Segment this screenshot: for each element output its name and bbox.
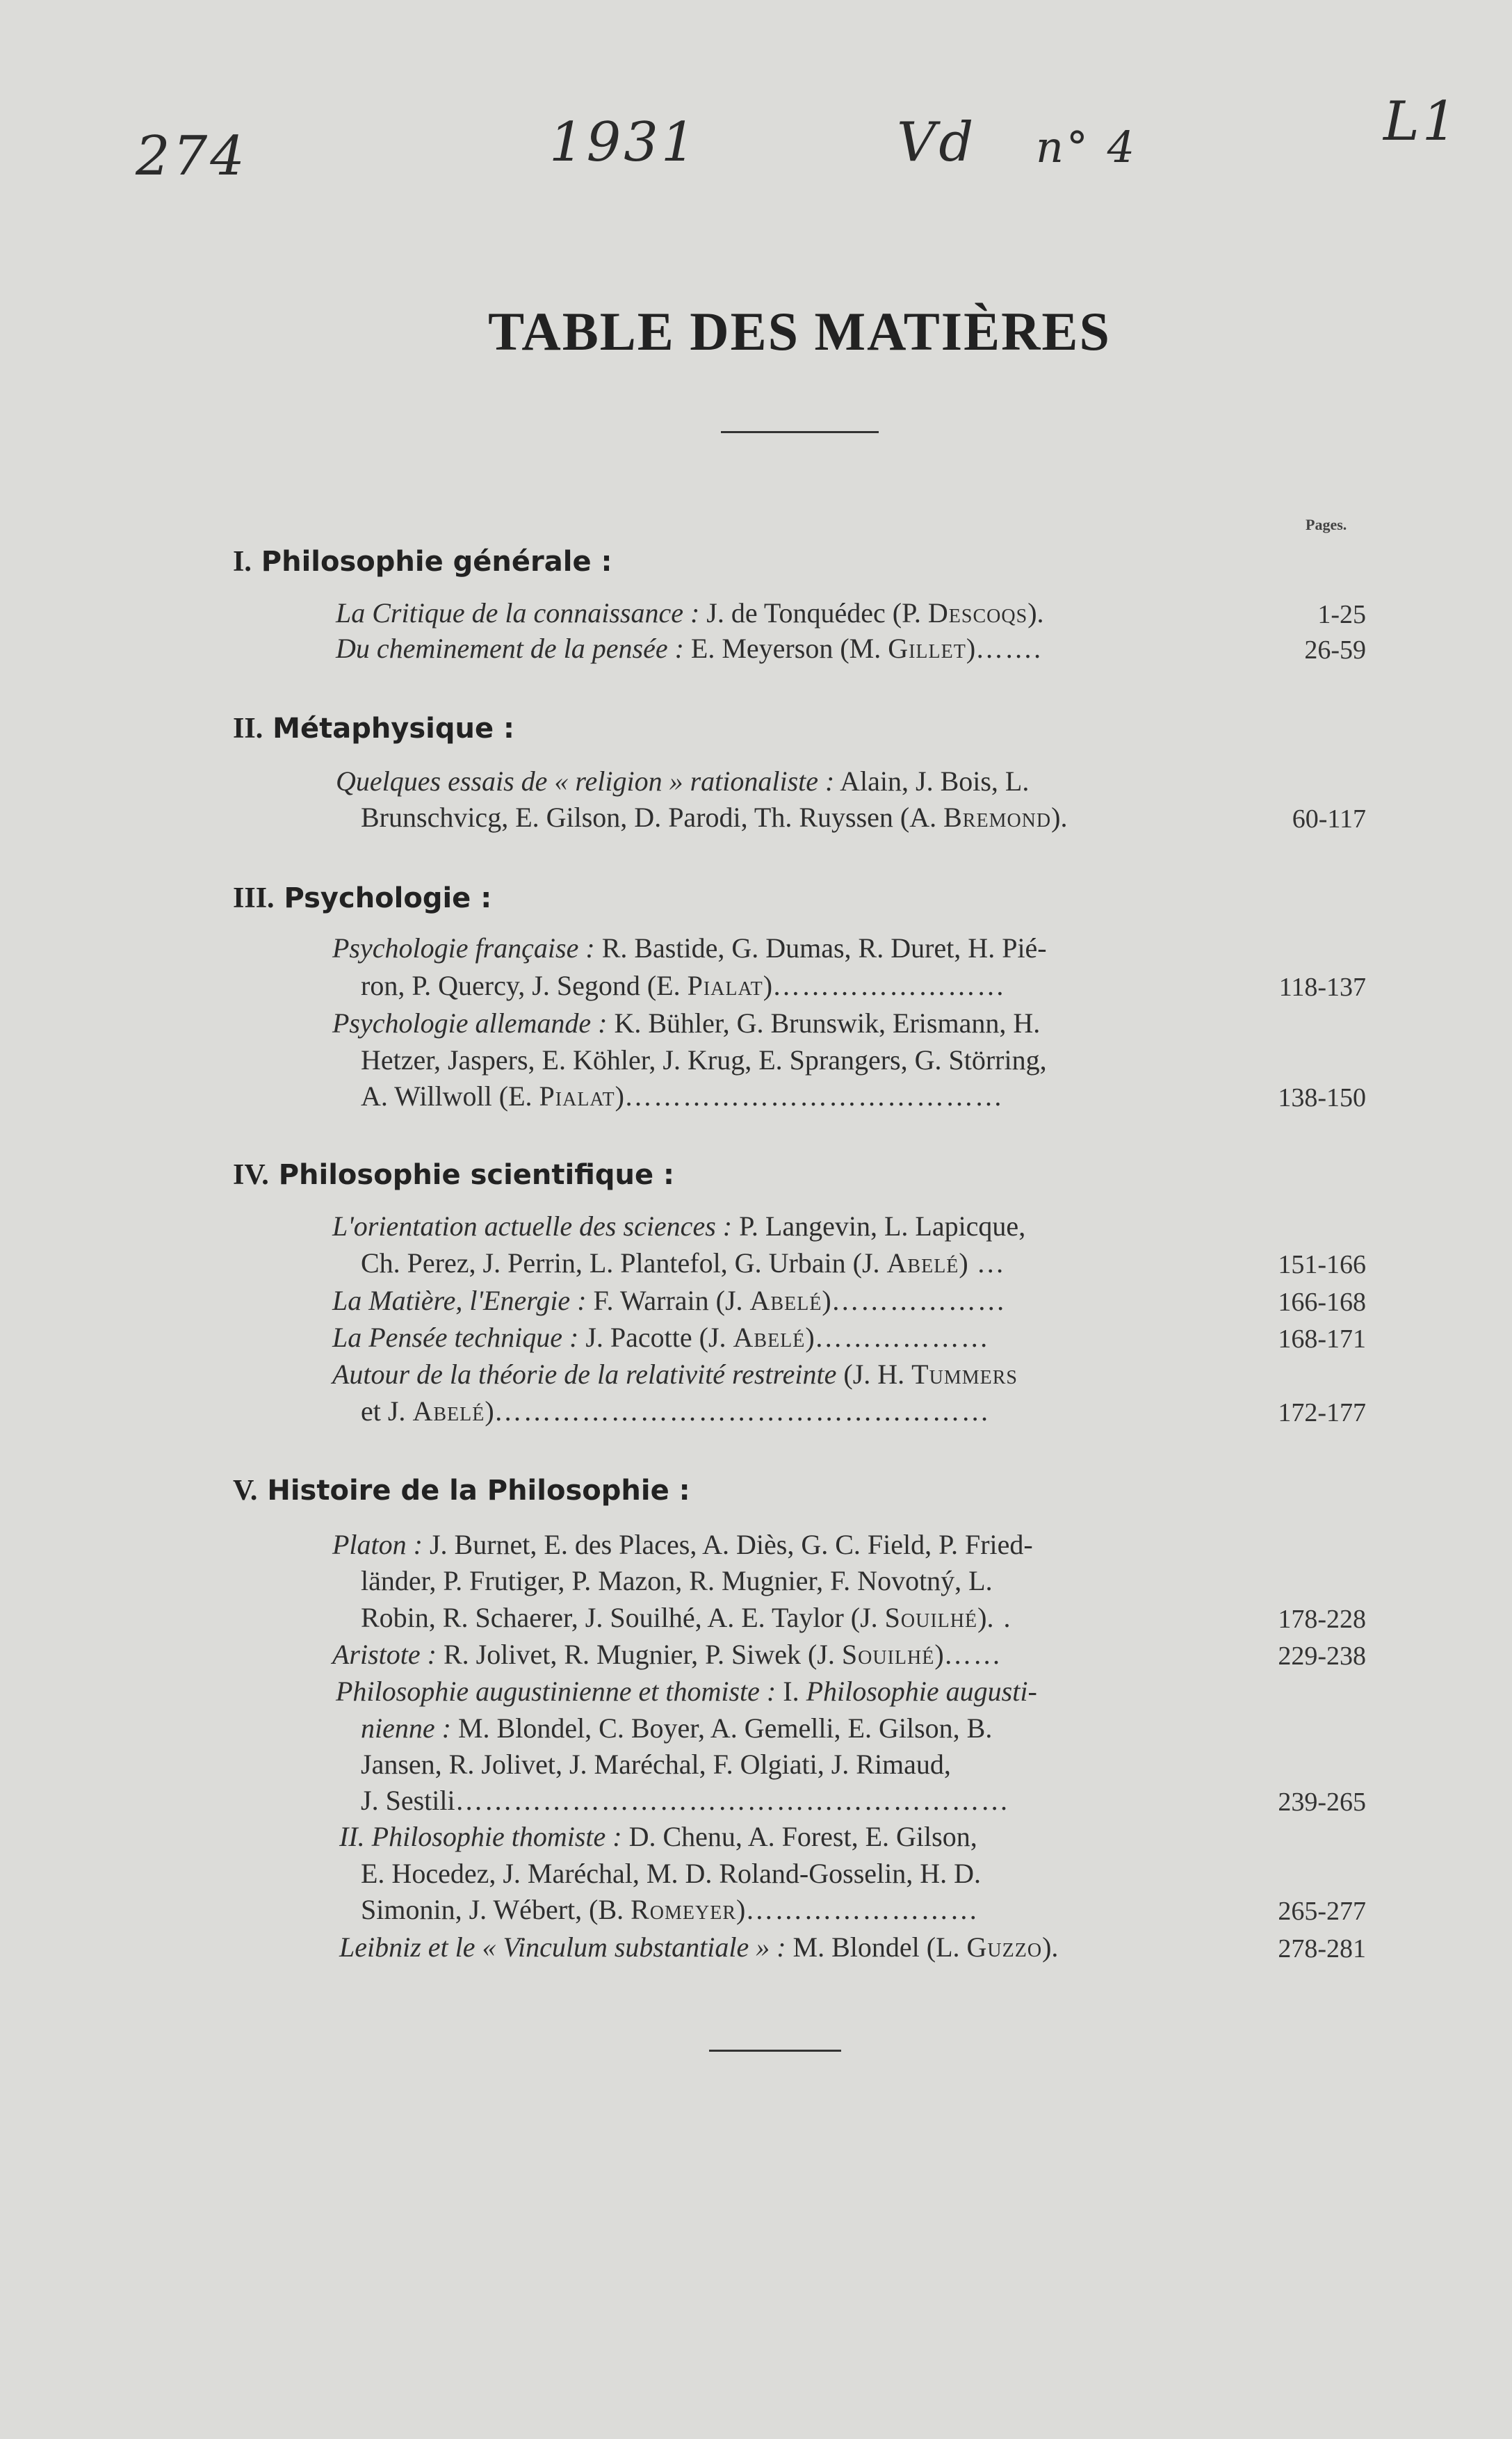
toc-entry-continued xyxy=(361,1896,979,1924)
handwritten-volume: Vd xyxy=(897,111,977,174)
toc-entry-continued xyxy=(361,1712,993,1744)
toc-entry xyxy=(339,1931,1059,1963)
page-range: 118-137 xyxy=(1278,973,1366,1002)
entry-authors: länder, P. Frutiger, P. Mazon, R. Mugnier, F. Novotný, L. xyxy=(361,1565,993,1596)
entry-reviewer: Tummers xyxy=(911,1359,1018,1390)
entry-title: Quelques essais de « religion » rationaliste : xyxy=(336,765,835,797)
section-number: I. xyxy=(233,546,252,578)
entry-authors: E. Meyerson (M. xyxy=(683,633,888,664)
toc-entry-continued xyxy=(361,804,1067,832)
entry-title: Autour de la théorie de la relativité restreinte xyxy=(332,1359,837,1390)
entry-authors: R. Bastide, G. Dumas, R. Duret, H. Pié- xyxy=(594,932,1047,964)
leader-dots: ……………… xyxy=(814,1322,990,1353)
entry-authors: R. Jolivet, R. Mugnier, P. Siwek (J. xyxy=(436,1639,842,1670)
entry-close: ) xyxy=(805,1322,815,1353)
page-range: 265-277 xyxy=(1278,1897,1366,1926)
toc-entry xyxy=(336,635,1042,663)
page-range: 151-166 xyxy=(1278,1250,1366,1279)
entry-title: Psychologie française : xyxy=(332,932,595,964)
page-range: 229-238 xyxy=(1278,1642,1366,1671)
toc-entry xyxy=(336,1678,1037,1705)
entry-title: Psychologie allemande : xyxy=(332,1007,608,1039)
section-number: III. xyxy=(233,882,275,914)
entry-title: II. Philosophie thomiste : xyxy=(339,1821,622,1852)
entry-title: Leibniz et le « Vinculum substantiale » : xyxy=(339,1931,786,1963)
entry-reviewer: Bremond xyxy=(943,802,1052,833)
entry-authors: E. Hocedez, J. Maréchal, M. D. Roland-Gosselin, H. D. xyxy=(361,1858,982,1889)
entry-subtitle: Philosophie augusti- xyxy=(806,1676,1037,1707)
entry-authors: K. Bühler, G. Brunswik, Erismann, H. xyxy=(607,1007,1041,1039)
entry-authors: Hetzer, Jaspers, E. Köhler, J. Krug, E. Sprangers, G. Störring, xyxy=(361,1044,1047,1076)
page-range: 138-150 xyxy=(1278,1083,1366,1112)
leader-dots: ……. xyxy=(975,633,1043,664)
page-range: 178-228 xyxy=(1278,1605,1366,1634)
entry-authors: et J. xyxy=(361,1395,413,1427)
toc-entry xyxy=(336,765,1030,797)
toc-entry-continued xyxy=(361,1751,951,1778)
entry-authors: Brunschvicg, E. Gilson, D. Parodi, Th. Ruyssen (A. xyxy=(361,802,944,833)
pages-column-header: Pages. xyxy=(1306,516,1347,533)
handwritten-mark: L1 xyxy=(1383,90,1460,153)
toc-entry xyxy=(332,934,1047,962)
toc-entry-continued xyxy=(361,1567,993,1595)
section-number: V. xyxy=(233,1475,258,1507)
section-heading xyxy=(233,1474,690,1507)
entry-close: ) xyxy=(822,1285,831,1316)
leader-dots: … xyxy=(968,1247,1006,1279)
entry-reviewer: Romeyer xyxy=(631,1894,737,1925)
entry-authors: M. Blondel, C. Boyer, A. Gemelli, E. Gilson, B. xyxy=(450,1712,993,1744)
section-title: Psychologie : xyxy=(284,882,492,914)
entry-reviewer: Descoqs xyxy=(927,597,1028,629)
entry-authors: Ch. Perez, J. Perrin, L. Plantefol, G. Urbain (J. xyxy=(361,1247,887,1279)
handwritten-number: 274 xyxy=(136,125,247,188)
entry-reviewer: Gillet xyxy=(888,633,966,664)
section-title: Histoire de la Philosophie : xyxy=(267,1475,690,1507)
toc-entry-continued xyxy=(361,972,1006,1000)
entry-authors: A. Willwoll (E. xyxy=(361,1080,539,1112)
leader-dots: ……………… xyxy=(831,1285,1007,1316)
page-range: 166-168 xyxy=(1278,1288,1366,1317)
section-title: Philosophie générale : xyxy=(261,546,612,578)
leader-dots: ………………………………………………… xyxy=(455,1785,1010,1816)
entry-title: L'orientation actuelle des sciences : xyxy=(332,1210,733,1242)
leader-dots: …………………… xyxy=(745,1894,979,1925)
entry-close: ). xyxy=(1051,802,1068,833)
toc-entry-continued xyxy=(361,1080,1004,1112)
entry-close: ) xyxy=(934,1639,944,1670)
entry-title: Philosophie augustinienne et thomiste : xyxy=(336,1676,777,1707)
page-range: 278-281 xyxy=(1278,1934,1366,1963)
entry-reviewer: Abelé xyxy=(733,1322,806,1353)
section-heading xyxy=(233,882,491,915)
toc-entry-continued xyxy=(361,1860,981,1888)
section-number: IV. xyxy=(233,1159,269,1191)
entry-close: ) xyxy=(977,1602,987,1633)
entry-title: La Critique de la connaissance : xyxy=(336,597,700,629)
entry-authors: P. Langevin, L. Lapicque, xyxy=(732,1210,1026,1242)
entry-title: Aristote : xyxy=(332,1639,437,1670)
page-title: TABLE DES MATIÈRES xyxy=(488,301,1111,362)
entry-close: ) xyxy=(615,1080,624,1112)
toc-entry xyxy=(332,1210,1026,1242)
entry-close: ). xyxy=(1042,1931,1059,1963)
section-title: Métaphysique : xyxy=(273,713,515,745)
entry-authors: J. de Tonquédec (P. xyxy=(699,597,928,629)
entry-authors: J. Burnet, E. des Places, A. Diès, G. C. Field, P. Fried- xyxy=(422,1529,1033,1560)
entry-authors: M. Blondel (L. xyxy=(786,1931,967,1963)
page-range: 1-25 xyxy=(1317,600,1366,629)
entry-title: La Pensée technique : xyxy=(332,1322,579,1353)
entry-title: Platon : xyxy=(332,1529,423,1560)
page-range: 168-171 xyxy=(1278,1324,1366,1354)
entry-reviewer: Abelé xyxy=(886,1247,959,1279)
entry-close: ) xyxy=(763,970,773,1001)
entry-authors: Alain, J. Bois, L. xyxy=(834,765,1030,797)
toc-entry xyxy=(339,1823,977,1851)
toc-entry-continued xyxy=(361,1604,1011,1632)
section-title: Philosophie scientifique : xyxy=(278,1159,675,1191)
handwritten-year: 1931 xyxy=(549,111,699,174)
handwritten-issue: n° 4 xyxy=(1036,122,1138,172)
entry-authors: J. Pacotte (J. xyxy=(578,1322,733,1353)
entry-reviewer: Pialat xyxy=(687,970,763,1001)
leader-dots: ………………………………… xyxy=(624,1080,1004,1112)
entry-reviewer: Guzzo xyxy=(966,1931,1043,1963)
entry-close: ) xyxy=(959,1247,968,1279)
entry-close: ). xyxy=(1027,597,1044,629)
page-range: 26-59 xyxy=(1304,635,1366,665)
section-heading xyxy=(233,1158,674,1192)
entry-subtitle: nienne : xyxy=(361,1712,451,1744)
toc-entry-continued xyxy=(361,1397,991,1425)
entry-title: La Matière, l'Energie : xyxy=(332,1285,587,1316)
page-range: 60-117 xyxy=(1292,804,1366,834)
leader-dots: …………………………………………… xyxy=(494,1395,991,1427)
toc-entry xyxy=(332,1641,1002,1669)
toc-entry-continued xyxy=(361,1046,1047,1074)
entry-reviewer: Abelé xyxy=(749,1285,822,1316)
entry-reviewer: Souilhé xyxy=(841,1639,935,1670)
entry-reviewer: Souilhé xyxy=(884,1602,978,1633)
section-heading xyxy=(233,545,612,578)
closing-divider xyxy=(709,2050,841,2052)
entry-title: Du cheminement de la pensée : xyxy=(336,633,684,664)
leader-dots: …… xyxy=(943,1639,1002,1670)
entry-authors: J. Sestili xyxy=(361,1785,455,1816)
entry-reviewer: Pialat xyxy=(539,1080,615,1112)
title-divider xyxy=(721,431,879,433)
toc-entry-continued xyxy=(361,1249,1006,1277)
page-range: 172-177 xyxy=(1278,1398,1366,1427)
toc-entry xyxy=(336,599,1044,627)
entry-authors: (J. H. xyxy=(836,1359,912,1390)
entry-authors: F. Warrain (J. xyxy=(586,1285,750,1316)
toc-entry xyxy=(332,1007,1041,1039)
entry-authors: D. Chenu, A. Forest, E. Gilson, xyxy=(621,1821,977,1852)
toc-entry xyxy=(332,1531,1033,1559)
entry-authors: I. xyxy=(776,1676,806,1707)
leader-dots: . . xyxy=(986,1602,1012,1633)
entry-close: ) xyxy=(966,633,976,664)
toc-entry xyxy=(332,1324,990,1352)
entry-reviewer: Abelé xyxy=(412,1395,485,1427)
entry-authors: Simonin, J. Wébert, (B. xyxy=(361,1894,631,1925)
toc-entry xyxy=(332,1287,1007,1315)
entry-close: ) xyxy=(485,1395,494,1427)
toc-entry xyxy=(332,1361,1018,1388)
section-heading xyxy=(233,712,514,745)
entry-authors: Robin, R. Schaerer, J. Souilhé, A. E. Taylor (J. xyxy=(361,1602,885,1633)
entry-authors: Jansen, R. Jolivet, J. Maréchal, F. Olgiati, J. Rimaud, xyxy=(361,1749,951,1780)
leader-dots: …………………… xyxy=(772,970,1007,1001)
toc-entry-continued xyxy=(361,1787,1010,1815)
entry-close: ) xyxy=(736,1894,746,1925)
entry-authors: ron, P. Quercy, J. Segond (E. xyxy=(361,970,688,1001)
page-range: 239-265 xyxy=(1278,1788,1366,1817)
section-number: II. xyxy=(233,713,263,745)
